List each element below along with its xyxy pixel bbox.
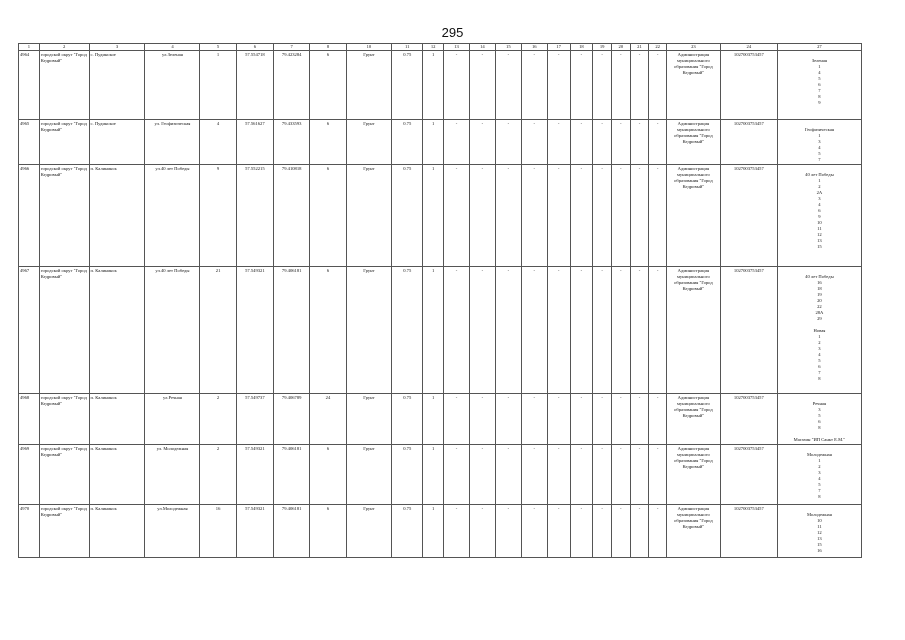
empty-value-cell: -: [570, 444, 593, 504]
settlement-cell: п. Калининск: [89, 394, 145, 445]
empty-value-cell: -: [649, 504, 667, 557]
ogrn-cell: 1027003753457: [720, 51, 777, 120]
empty-value-cell: -: [649, 394, 667, 445]
owner-cell: Администрация муниципального образования "Город Кедровый": [666, 444, 720, 504]
district-cell: городской округ "Город Кедровый": [39, 165, 89, 267]
empty-value-cell: -: [444, 444, 470, 504]
row-id-cell: 4964: [19, 51, 40, 120]
column-header: 3: [89, 44, 145, 51]
empty-value-cell: -: [649, 51, 667, 120]
ogrn-cell: 1027003753457: [720, 444, 777, 504]
empty-value-cell: -: [469, 165, 495, 267]
column-header: 22: [649, 44, 667, 51]
column-8-cell: 6: [310, 267, 346, 394]
empty-value-cell: -: [570, 165, 593, 267]
empty-value-cell: -: [630, 394, 649, 445]
empty-value-cell: -: [495, 51, 521, 120]
surface-cell: Грунт: [346, 51, 392, 120]
street-section: [779, 401, 860, 431]
row-id-cell: 4966: [19, 165, 40, 267]
column-8-cell: 6: [310, 120, 346, 165]
surface-cell: Грунт: [346, 394, 392, 445]
street-name: Геофизическая: [804, 127, 834, 132]
empty-value-cell: -: [593, 267, 612, 394]
empty-value-cell: -: [469, 444, 495, 504]
street-name: Зеленая: [811, 58, 828, 63]
latitude-cell: 57.552215: [236, 165, 273, 267]
house-number: 3: [818, 406, 821, 412]
addresses-cell: [777, 444, 861, 504]
empty-value-cell: -: [547, 165, 570, 267]
street-name: Молодежная: [807, 451, 832, 457]
surface-cell: Грунт: [346, 267, 392, 394]
column-header: 4: [145, 44, 200, 51]
house-number: 7: [818, 156, 821, 162]
house-number: 20: [817, 297, 822, 303]
house-number: 6: [818, 418, 821, 424]
street-name: Новая: [813, 327, 826, 333]
column-header: 13: [444, 44, 470, 51]
column-8-cell: 6: [310, 444, 346, 504]
longitude-cell: 79.423284: [274, 51, 310, 120]
house-number: 4: [818, 475, 821, 481]
column-header: 8: [310, 44, 346, 51]
house-number: 3: [818, 195, 821, 201]
longitude-cell: 79.406181: [274, 267, 310, 394]
column-8-cell: 6: [310, 51, 346, 120]
empty-value-cell: -: [547, 504, 570, 557]
owner-cell: Администрация муниципального образования "Город Кедровый": [666, 504, 720, 557]
house-number: 19: [817, 291, 822, 297]
house-number: 8: [818, 493, 821, 499]
house-cell: 21: [200, 267, 236, 394]
column-12-cell: 1: [423, 444, 444, 504]
street-cell: ул.Молодежная: [145, 504, 200, 557]
district-cell: городской округ "Город Кедровый": [39, 120, 89, 165]
house-number: 12: [817, 529, 822, 535]
addresses-cell: [777, 267, 861, 394]
empty-value-cell: -: [593, 51, 612, 120]
house-number: 11: [817, 225, 822, 231]
column-header: 1: [19, 44, 40, 51]
house-number: 4: [818, 69, 821, 75]
addresses-cell: [777, 165, 861, 267]
empty-value-cell: -: [521, 51, 547, 120]
empty-value-cell: -: [521, 165, 547, 267]
empty-value-cell: -: [469, 267, 495, 394]
ogrn-cell: 1027003753457: [720, 120, 777, 165]
house-number: 2: [818, 339, 821, 345]
surface-cell: Грунт: [346, 120, 392, 165]
column-header: 12: [423, 44, 444, 51]
empty-value-cell: -: [630, 444, 649, 504]
column-8-cell: 24: [310, 394, 346, 445]
empty-value-cell: -: [547, 444, 570, 504]
column-header: 2: [39, 44, 89, 51]
ogrn-cell: 1027003753457: [720, 165, 777, 267]
street-cell: ул.40 лет Победы: [145, 267, 200, 394]
empty-value-cell: -: [444, 165, 470, 267]
column-11-cell: 0.75: [392, 394, 423, 445]
empty-value-cell: -: [649, 444, 667, 504]
column-12-cell: 1: [423, 267, 444, 394]
empty-value-cell: -: [570, 120, 593, 165]
house-cell: 1: [200, 51, 236, 120]
column-header: 27: [777, 44, 861, 51]
street-cell: ул.Зеленая: [145, 51, 200, 120]
column-12-cell: 1: [423, 165, 444, 267]
latitude-cell: 57.554718: [236, 51, 273, 120]
column-12-cell: 1: [423, 394, 444, 445]
street-cell: ул. Молодежная: [145, 444, 200, 504]
column-header: 18: [570, 44, 593, 51]
column-header: 20: [611, 44, 630, 51]
empty-value-cell: -: [547, 267, 570, 394]
house-number: 29: [817, 315, 822, 321]
latitude-cell: 57.561627: [236, 120, 273, 165]
column-header: 14: [469, 44, 495, 51]
settlement-cell: с. Пудинское: [89, 120, 145, 165]
empty-value-cell: -: [611, 444, 630, 504]
house-number: 6: [818, 363, 821, 369]
house-number: 5: [818, 412, 821, 418]
house-number: 5: [818, 357, 821, 363]
empty-value-cell: -: [444, 120, 470, 165]
house-number: 22: [817, 303, 822, 309]
district-cell: городской округ "Город Кедровый": [39, 267, 89, 394]
empty-value-cell: -: [611, 51, 630, 120]
empty-value-cell: -: [570, 51, 593, 120]
ogrn-cell: 1027003753457: [720, 394, 777, 445]
column-11-cell: 0.75: [392, 51, 423, 120]
table-row: [19, 394, 862, 445]
column-header: 11: [392, 44, 423, 51]
empty-value-cell: -: [521, 267, 547, 394]
house-number: 13: [817, 237, 822, 243]
owner-cell: Администрация муниципального образования "Город Кедровый": [666, 394, 720, 445]
empty-value-cell: -: [495, 394, 521, 445]
column-header: 10: [346, 44, 392, 51]
empty-value-cell: -: [547, 51, 570, 120]
house-cell: 2: [200, 394, 236, 445]
house-number: 16: [817, 547, 822, 553]
house-number: 1: [818, 132, 821, 138]
house-number: 2: [818, 183, 821, 189]
empty-value-cell: -: [630, 267, 649, 394]
house-cell: 16: [200, 504, 236, 557]
house-number: 28А: [815, 309, 824, 315]
row-id-cell: 4967: [19, 267, 40, 394]
district-cell: городской округ "Город Кедровый": [39, 444, 89, 504]
empty-value-cell: -: [630, 165, 649, 267]
house-number: 3: [818, 469, 821, 475]
longitude-cell: 79.406181: [274, 444, 310, 504]
street-cell: ул.Речная: [145, 394, 200, 445]
longitude-cell: 79.406789: [274, 394, 310, 445]
column-header: 16: [521, 44, 547, 51]
empty-value-cell: -: [611, 504, 630, 557]
table-row: [19, 51, 862, 120]
latitude-cell: 57.549321: [236, 504, 273, 557]
addresses-cell: [777, 120, 861, 165]
column-11-cell: 0.75: [392, 267, 423, 394]
empty-value-cell: -: [649, 165, 667, 267]
empty-value-cell: -: [649, 120, 667, 165]
empty-value-cell: -: [593, 444, 612, 504]
table-row: [19, 504, 862, 557]
row-id-cell: 4965: [19, 120, 40, 165]
table-row: [19, 444, 862, 504]
empty-value-cell: -: [593, 120, 612, 165]
column-11-cell: 0.75: [392, 165, 423, 267]
house-number: 5: [818, 75, 821, 81]
street-section: [779, 437, 860, 443]
empty-value-cell: -: [547, 394, 570, 445]
owner-cell: Администрация муниципального образования "Город Кедровый": [666, 51, 720, 120]
addresses-cell: [777, 504, 861, 557]
column-header: 24: [720, 44, 777, 51]
house-number: 4: [818, 201, 821, 207]
empty-value-cell: -: [469, 51, 495, 120]
street-name: 40 лет Победы: [805, 274, 834, 279]
street-cell: ул. Геофизическая: [145, 120, 200, 165]
longitude-cell: 79.433593: [274, 120, 310, 165]
empty-value-cell: -: [495, 504, 521, 557]
house-number: 10: [817, 219, 822, 225]
column-header: 17: [547, 44, 570, 51]
district-cell: городской округ "Город Кедровый": [39, 504, 89, 557]
house-number: 8: [818, 424, 821, 430]
street-section: [779, 58, 860, 106]
empty-value-cell: -: [495, 444, 521, 504]
addresses-cell: [777, 51, 861, 120]
empty-value-cell: -: [444, 504, 470, 557]
street-section: [779, 512, 860, 554]
surface-cell: Грунт: [346, 504, 392, 557]
house-number: 7: [818, 87, 821, 93]
house-number: 15: [817, 243, 822, 249]
empty-value-cell: -: [570, 394, 593, 445]
column-header: 19: [593, 44, 612, 51]
empty-value-cell: -: [630, 504, 649, 557]
settlement-cell: п. Калининск: [89, 267, 145, 394]
house-cell: 9: [200, 165, 236, 267]
street-section: [779, 452, 860, 500]
surface-cell: Грунт: [346, 165, 392, 267]
owner-cell: Администрация муниципального образования "Город Кедровый": [666, 120, 720, 165]
house-number: 9: [818, 213, 821, 219]
street-section: [779, 172, 860, 250]
house-number: 11: [817, 523, 822, 529]
street-name: 40 лет Победы: [805, 172, 834, 177]
house-number: 3: [818, 345, 821, 351]
house-number: 9: [818, 99, 821, 105]
table-row: [19, 120, 862, 165]
house-number: 2А: [816, 189, 823, 195]
house-number: 10: [817, 517, 822, 523]
house-number: 2: [818, 463, 821, 469]
empty-value-cell: -: [444, 267, 470, 394]
page-number: 295: [441, 25, 464, 40]
column-header: 21: [630, 44, 649, 51]
surface-cell: Грунт: [346, 444, 392, 504]
street-section: [779, 274, 860, 322]
empty-value-cell: -: [611, 120, 630, 165]
house-number: 18: [817, 285, 822, 291]
ogrn-cell: 1027003753457: [720, 267, 777, 394]
empty-value-cell: -: [570, 267, 593, 394]
empty-value-cell: -: [495, 165, 521, 267]
column-number-row: [19, 44, 862, 51]
empty-value-cell: -: [469, 504, 495, 557]
empty-value-cell: -: [469, 394, 495, 445]
house-cell: 4: [200, 120, 236, 165]
column-11-cell: 0.75: [392, 444, 423, 504]
column-header: 7: [274, 44, 310, 51]
table-row: [19, 165, 862, 267]
latitude-cell: 57.549321: [236, 267, 273, 394]
house-number: 1: [818, 63, 821, 69]
longitude-cell: 79.406181: [274, 504, 310, 557]
house-number: 5: [818, 481, 821, 487]
empty-value-cell: -: [469, 120, 495, 165]
table-row: [19, 267, 862, 394]
house-cell: 2: [200, 444, 236, 504]
empty-value-cell: -: [521, 444, 547, 504]
owner-cell: Администрация муниципального образования "Город Кедровый": [666, 165, 720, 267]
house-number: 8: [818, 93, 821, 99]
house-number: 4: [818, 351, 821, 357]
empty-value-cell: -: [630, 120, 649, 165]
settlement-cell: п. Калининск: [89, 504, 145, 557]
street-name: Молодежная: [807, 511, 832, 517]
column-11-cell: 0.75: [392, 120, 423, 165]
column-header: 5: [200, 44, 236, 51]
house-number: 7: [818, 369, 821, 375]
owner-cell: Администрация муниципального образования "Город Кедровый": [666, 267, 720, 394]
house-number: 1: [818, 177, 821, 183]
district-cell: городской округ "Город Кедровый": [39, 51, 89, 120]
house-number: 16: [817, 279, 822, 285]
house-number: 1: [818, 457, 821, 463]
empty-value-cell: -: [521, 394, 547, 445]
latitude-cell: 57.549321: [236, 444, 273, 504]
empty-value-cell: -: [593, 504, 612, 557]
house-number: 5: [818, 150, 821, 156]
street-section: [779, 127, 860, 163]
settlement-cell: п. Калининск: [89, 165, 145, 267]
house-number: 15: [817, 541, 822, 547]
empty-value-cell: -: [521, 120, 547, 165]
addresses-cell: [777, 394, 861, 445]
house-number: 7: [818, 487, 821, 493]
empty-value-cell: -: [611, 394, 630, 445]
empty-value-cell: -: [444, 394, 470, 445]
street-name: Магазин "ИП Санкт Е.М.": [793, 436, 846, 442]
column-12-cell: 1: [423, 504, 444, 557]
house-number: 12: [817, 231, 822, 237]
column-header: 23: [666, 44, 720, 51]
street-name: Речная: [812, 401, 827, 406]
empty-value-cell: -: [630, 51, 649, 120]
empty-value-cell: -: [521, 504, 547, 557]
empty-value-cell: -: [611, 267, 630, 394]
registry-table: [18, 43, 862, 558]
column-11-cell: 0.75: [392, 504, 423, 557]
row-id-cell: 4969: [19, 444, 40, 504]
empty-value-cell: -: [593, 394, 612, 445]
row-id-cell: 4968: [19, 394, 40, 445]
house-number: 8: [818, 375, 821, 381]
street-cell: ул.40 лет Победы: [145, 165, 200, 267]
row-id-cell: 4970: [19, 504, 40, 557]
house-number: 6: [818, 207, 821, 213]
latitude-cell: 57.549737: [236, 394, 273, 445]
column-12-cell: 1: [423, 120, 444, 165]
column-header: 15: [495, 44, 521, 51]
street-section: [779, 328, 860, 382]
longitude-cell: 79.410818: [274, 165, 310, 267]
column-8-cell: 6: [310, 165, 346, 267]
empty-value-cell: -: [495, 267, 521, 394]
empty-value-cell: -: [495, 120, 521, 165]
empty-value-cell: -: [570, 504, 593, 557]
empty-value-cell: -: [611, 165, 630, 267]
column-12-cell: 1: [423, 51, 444, 120]
house-number: 1: [818, 333, 821, 339]
column-header: 6: [236, 44, 273, 51]
empty-value-cell: -: [444, 51, 470, 120]
ogrn-cell: 1027003753457: [720, 504, 777, 557]
empty-value-cell: -: [649, 267, 667, 394]
empty-value-cell: -: [593, 165, 612, 267]
empty-value-cell: -: [547, 120, 570, 165]
house-number: 13: [817, 535, 822, 541]
house-number: 3: [818, 138, 821, 144]
settlement-cell: п. Калининск: [89, 444, 145, 504]
house-number: 6: [818, 81, 821, 87]
house-number: 4: [818, 144, 821, 150]
column-8-cell: 6: [310, 504, 346, 557]
settlement-cell: с. Пудинское: [89, 51, 145, 120]
table-body: [19, 51, 862, 558]
district-cell: городской округ "Город Кедровый": [39, 394, 89, 445]
